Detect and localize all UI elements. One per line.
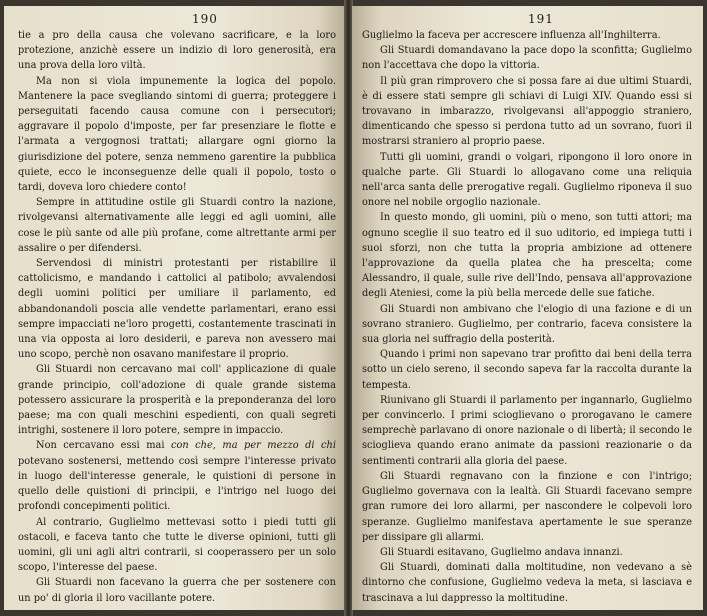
paragraph: tie a pro della causa che volevano sacrificare, e la loro protezione, anzichè essere un indizio di loro generosità, era una prova della loro viltà. xyxy=(18,30,336,72)
right-page xyxy=(352,6,703,610)
paragraph: Gli Stuardi domandavano la pace dopo la sconfitta; Guglielmo non l'accettava che dopo la vittoria. xyxy=(362,45,692,72)
left-page xyxy=(4,6,345,610)
paragraph: Gli Stuardi esitavano, Guglielmo andava innanzi. xyxy=(380,546,623,558)
paragraph: Tutti gli uomini, grandi o volgari, ripongono il loro onore in qualche parte. Gli Stuardi lo allogavano come una reliquia nell'arca santa delle prerogative regali. Guglielmo riponeva il suo onore nel nobile orgoglio nazionale. xyxy=(362,151,692,209)
paragraph: Gli Stuardi non cercavano mai coll' applicazione di quale grande principio, coll'adozione di quale grande sistema potessero assicurare la prosperità e la preponderanza del loro paese; ma con quali meschini espedienti, con quali segreti intrighi, sostenere il loro potere, sempre in impaccio. xyxy=(18,364,336,437)
paragraph xyxy=(18,438,336,514)
paragraph: Guglielmo la faceva per accrescere influenza all'Inghilterra. xyxy=(362,30,661,41)
paragraph: Servendosi di ministri protestanti per ristabilire il cattolicismo, e mandando i cattolici al patibolo; avvalendosi degli uomini politici per umiliare il parlamento, ed abbandonandoli poscia alle vendette parlamentari, erano essi sempre impacciati ne'loro progetti, costantemente trascinati in una via opposta ai loro desiderii, e pareva non avessero mai uno scopo, perchè non osavano manifestare il proprio. xyxy=(18,258,336,361)
paragraph: Sempre in attitudine ostile gli Stuardi contro la nazione, rivolgevansi alternativamente alle leggi ed agli uomini, alle cose le più sante od alle più profane, come altrettante armi per assalire o per difendersi. xyxy=(18,197,336,254)
paragraph: Riunivano gli Stuardi il parlamento per ingannarlo, Guglielmo per convincerlo. I primi scioglievano o prorogavano le camere semprechè parlavano di onore nazionale o di libertà; il secondo le scioglieva quando erano animate da passioni reazionarie o da sentimenti contrarii alla gloria del paese. xyxy=(362,394,692,467)
left-page-text xyxy=(18,28,336,606)
page-number-left: 190 xyxy=(192,12,218,26)
paragraph: In questo mondo, gli uomini, più o meno, son tutti attori; ma ognuno sceglie il suo teatro ed il suo uditorio, ed impiega tutti i suoi sforzi, non che tutta la propria ambizione ad ottenere l'approvazione da quella platea che ha prescelta; come Alessandro, il quale, sulle rive dell'Indo, pensava all'approvazione degli Ateniesi, come la più bella mercede delle sue fatiche. xyxy=(362,212,692,300)
paragraph: Al contrario, Guglielmo mettevasi sotto i piedi tutti gli ostacoli, e faceva tanto che tutte le diverse opinioni, tutti gli uomini, gli uni agli altri contrarii, si cooperassero per un solo scopo, l'interesse del paese. xyxy=(18,516,336,574)
paragraph: Ma non si viola impunemente la logica del popolo. Mantenere la pace svegliando sintomi di guerra; proteggere i perseguitati facendo causa comune con i persecutori; aggravare il popolo d'imposte, per far presenziare le flotte e l'armata a vergognosi trattati; allargare ogni giorno la giurisdizione del potere, senza nemmeno garentire la pubblica quiete, ecco le inconseguenze delle quali il popolo, tosto o tardi, doveva loro chiedere conto! xyxy=(18,75,336,194)
paragraph: Gli Stuardi non facevano la guerra che per sostenere con un po' di gloria il loro vacillante potere. xyxy=(18,577,336,604)
italic-phrase: con che, ma per mezzo di chi xyxy=(170,440,336,452)
paragraph: Il più gran rimprovero che si possa fare ai due ultimi Stuardi, è di essere stati sempre gli schiavi di Luigi XIV. Quando essi si trovavano in imbarazzo, rivolgevansi all'appoggio straniero, dimenticando che spesso si perdona tutto ad un sovrano, fuori il mostrarsi straniero al proprio paese. xyxy=(362,75,692,148)
paragraph: Quando i primi non sapevano trar profitto dai beni della terra sotto un cielo sereno, il secondo sapeva far la raccolta durante la tempesta. xyxy=(362,349,692,391)
right-page-text xyxy=(362,28,692,606)
page-number-right: 191 xyxy=(528,12,554,26)
paragraph: Gli Stuardi regnavano con la finzione e con l'intrigo; Guglielmo governava con la lealtà. Gli Stuardi facevano sempre gran rumore dei loro allarmi, per nascondere le colpevoli loro speranze. Guglielmo manifestava apertamente le sue speranze per dissipare gli allarmi. xyxy=(362,470,692,543)
paragraph-text: Non cercavano essi mai xyxy=(36,440,171,452)
paragraph-text: potevano sostenersi, mettendo così sempre l'interesse privato in luogo dell'interesse generale, le quistioni di persone in quello delle quistioni di principii, e l'intrigo nel luogo dei profondi concepimenti politici. xyxy=(18,455,336,513)
paragraph: Gli Stuardi non ambivano che l'elogio di una fazione e di un sovrano straniero. Guglielmo, per contrario, faceva consistere la sua gloria nel suffragio della posterità. xyxy=(362,303,692,346)
paragraph: Gli Stuardi, dominati dalla moltitudine, non vedevano a sè dintorno che confusione, Guglielmo vedeva la meta, si lasciava e trascinava a lui dappresso la moltitudine. xyxy=(362,562,692,604)
